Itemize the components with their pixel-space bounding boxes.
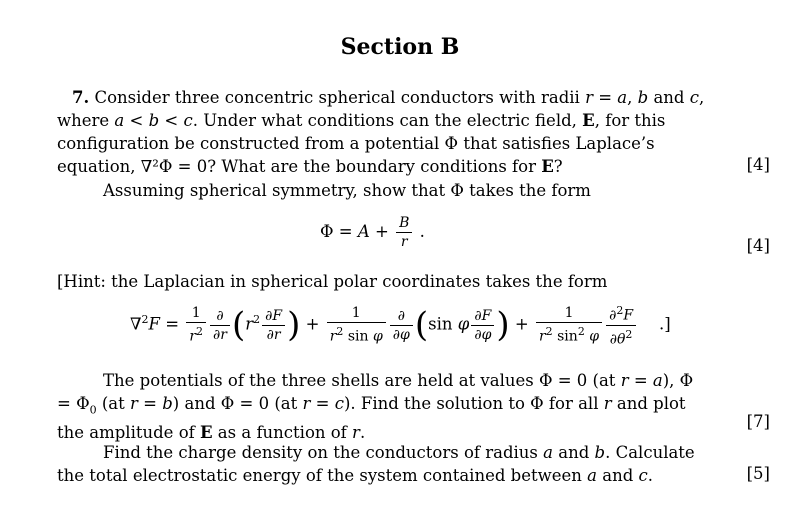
- boundary-values-text: The potentials of the three shells are held at values Φ = 0 (at r = a), $\Phi = \Phi_0$ (at r = b) and Φ = 0 (at r = c). Find the solution to Φ for all r and plot the amplitude of E as a function of r.: [57, 371, 694, 443]
- section-title: Section B: [340, 34, 460, 60]
- mark-q1: [4]: [746, 155, 770, 174]
- mark-q4: [5]: [746, 464, 770, 483]
- mark-q2: [4]: [746, 236, 770, 255]
- mark-q3: [7]: [746, 412, 770, 431]
- potential-equation: Φ = A + $\frac{B}{r}$ .: [320, 215, 425, 250]
- laplacian-equation: ∇$^2$F = $\frac{1}{r^2}$ $\frac{\partial}{\partial r}$ ($r^2$ $\frac{\partial F}{\partial r}$ ) + $\frac{1}{r^2 \sin \varphi}$ $\frac{\partial}{\partial\varphi}$ (sin φ $\frac{\partial F}{\partial\varphi}$ ) + $\frac{1}{r^2 \sin^2 \varphi}$ $\frac{\partial^2F}{\partial\theta^2}$ .]: [130, 304, 671, 348]
- question-7-text: 7. Consider three concentric spherical conductors with radii r = a, b and c, where a < b < c. Under what conditions can the electric field, E, for this configuration be constructed from a potential Φ that satisfies Laplace’s equation, ∇²Φ = 0? What are the boundary conditions for E?: [57, 88, 705, 176]
- charge-density-text: Find the charge density on the conductors of radius a and b. Calculate the total electrostatic energy of the system contained between a and c.: [57, 443, 695, 485]
- hint-text: [Hint: the Laplacian in spherical polar coordinates takes the form: [57, 272, 608, 291]
- spherical-symmetry-text: Assuming spherical symmetry, show that Φ takes the form: [103, 181, 591, 200]
- question-number: 7.: [72, 88, 90, 107]
